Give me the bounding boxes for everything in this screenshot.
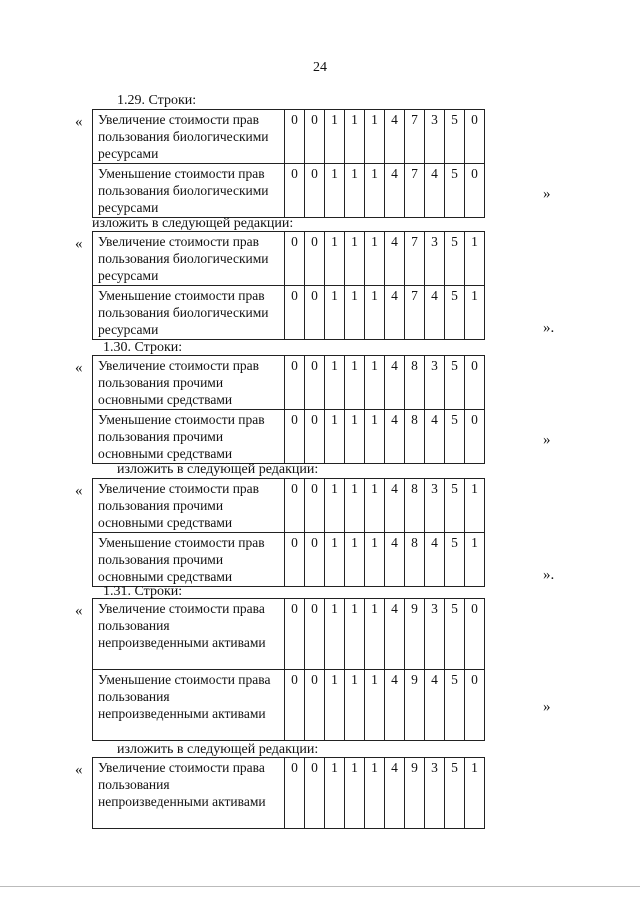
code-digit-cell: 8 bbox=[405, 479, 425, 533]
code-digit-cell: 0 bbox=[305, 758, 325, 829]
code-digit-cell: 1 bbox=[325, 670, 345, 741]
code-digit-cell: 0 bbox=[305, 110, 325, 164]
close-quote: ». bbox=[543, 567, 555, 583]
row-label: Увеличение стоимости права пользования непроизведенными активами bbox=[93, 599, 285, 670]
code-digit-cell: 3 bbox=[425, 599, 445, 670]
table-row bbox=[93, 599, 485, 670]
code-digit-cell: 1 bbox=[345, 533, 365, 587]
table-row bbox=[93, 533, 485, 587]
code-digit-cell: 0 bbox=[285, 670, 305, 741]
code-digit-cell: 0 bbox=[305, 232, 325, 286]
page-bottom-edge bbox=[0, 886, 640, 887]
code-digit-cell: 1 bbox=[325, 286, 345, 340]
code-digit-cell: 1 bbox=[345, 599, 365, 670]
code-digit-cell: 5 bbox=[445, 286, 465, 340]
code-digit-cell: 1 bbox=[465, 533, 485, 587]
code-digit-cell: 0 bbox=[305, 533, 325, 587]
code-digit-cell: 9 bbox=[405, 758, 425, 829]
code-digit-cell: 0 bbox=[285, 110, 305, 164]
code-table bbox=[92, 757, 485, 829]
code-digit-cell: 4 bbox=[385, 670, 405, 741]
amendment-heading: изложить в следующей редакции: bbox=[117, 462, 319, 477]
code-digit-cell: 0 bbox=[305, 479, 325, 533]
table-row bbox=[93, 232, 485, 286]
code-digit-cell: 1 bbox=[365, 286, 385, 340]
code-digit-cell: 1 bbox=[325, 599, 345, 670]
code-digit-cell: 5 bbox=[445, 599, 465, 670]
row-label: Уменьшение стоимости прав пользования прочими основными средствами bbox=[93, 533, 285, 587]
code-digit-cell: 1 bbox=[365, 670, 385, 741]
open-quote: « bbox=[75, 603, 83, 619]
table-row bbox=[93, 410, 485, 464]
code-digit-cell: 5 bbox=[445, 232, 465, 286]
code-digit-cell: 3 bbox=[425, 232, 445, 286]
code-table bbox=[92, 355, 485, 464]
open-quote: « bbox=[75, 762, 83, 778]
amendment-heading: изложить в следующей редакции: bbox=[92, 216, 294, 231]
code-digit-cell: 1 bbox=[345, 758, 365, 829]
code-digit-cell: 3 bbox=[425, 479, 445, 533]
close-quote: » bbox=[543, 186, 551, 202]
code-digit-cell: 1 bbox=[345, 286, 365, 340]
code-digit-cell: 1 bbox=[345, 110, 365, 164]
code-digit-cell: 5 bbox=[445, 479, 465, 533]
table-row bbox=[93, 110, 485, 164]
code-digit-cell: 1 bbox=[345, 479, 365, 533]
code-digit-cell: 4 bbox=[425, 670, 445, 741]
code-table bbox=[92, 109, 485, 218]
open-quote: « bbox=[75, 236, 83, 252]
code-digit-cell: 1 bbox=[465, 232, 485, 286]
code-digit-cell: 1 bbox=[365, 356, 385, 410]
code-digit-cell: 4 bbox=[385, 356, 405, 410]
code-digit-cell: 4 bbox=[425, 533, 445, 587]
code-digit-cell: 5 bbox=[445, 670, 465, 741]
code-digit-cell: 9 bbox=[405, 599, 425, 670]
code-digit-cell: 4 bbox=[425, 286, 445, 340]
code-digit-cell: 5 bbox=[445, 533, 465, 587]
code-digit-cell: 0 bbox=[285, 232, 305, 286]
code-digit-cell: 0 bbox=[285, 758, 305, 829]
code-digit-cell: 0 bbox=[285, 599, 305, 670]
row-label: Увеличение стоимости прав пользования биологическими ресурсами bbox=[93, 110, 285, 164]
code-digit-cell: 4 bbox=[385, 599, 405, 670]
code-digit-cell: 5 bbox=[445, 410, 465, 464]
code-digit-cell: 1 bbox=[365, 110, 385, 164]
code-digit-cell: 1 bbox=[365, 410, 385, 464]
code-digit-cell: 1 bbox=[465, 286, 485, 340]
code-digit-cell: 0 bbox=[305, 410, 325, 464]
section-heading: 1.30. Строки: bbox=[103, 340, 183, 355]
code-digit-cell: 5 bbox=[445, 758, 465, 829]
code-digit-cell: 4 bbox=[425, 410, 445, 464]
code-digit-cell: 1 bbox=[465, 479, 485, 533]
code-digit-cell: 1 bbox=[345, 410, 365, 464]
code-digit-cell: 0 bbox=[465, 356, 485, 410]
code-digit-cell: 1 bbox=[325, 110, 345, 164]
code-digit-cell: 0 bbox=[305, 286, 325, 340]
code-digit-cell: 1 bbox=[345, 232, 365, 286]
code-digit-cell: 9 bbox=[405, 670, 425, 741]
code-digit-cell: 1 bbox=[365, 232, 385, 286]
section-heading: 1.29. Строки: bbox=[117, 93, 197, 108]
code-digit-cell: 4 bbox=[385, 110, 405, 164]
row-label: Уменьшение стоимости прав пользования биологическими ресурсами bbox=[93, 164, 285, 218]
close-quote: » bbox=[543, 699, 551, 715]
code-digit-cell: 8 bbox=[405, 356, 425, 410]
table-row bbox=[93, 164, 485, 218]
code-digit-cell: 1 bbox=[465, 758, 485, 829]
code-digit-cell: 1 bbox=[325, 356, 345, 410]
code-digit-cell: 0 bbox=[465, 110, 485, 164]
page-number: 24 bbox=[313, 60, 327, 75]
code-digit-cell: 3 bbox=[425, 110, 445, 164]
code-digit-cell: 7 bbox=[405, 110, 425, 164]
code-digit-cell: 0 bbox=[465, 599, 485, 670]
code-digit-cell: 1 bbox=[345, 670, 365, 741]
code-digit-cell: 0 bbox=[285, 479, 305, 533]
code-digit-cell: 7 bbox=[405, 164, 425, 218]
code-digit-cell: 1 bbox=[325, 410, 345, 464]
code-digit-cell: 0 bbox=[305, 670, 325, 741]
code-digit-cell: 0 bbox=[465, 164, 485, 218]
code-digit-cell: 5 bbox=[445, 164, 465, 218]
code-table bbox=[92, 231, 485, 340]
row-label: Уменьшение стоимости прав пользования биологическими ресурсами bbox=[93, 286, 285, 340]
code-digit-cell: 1 bbox=[365, 533, 385, 587]
code-digit-cell: 7 bbox=[405, 286, 425, 340]
table-row bbox=[93, 356, 485, 410]
code-table bbox=[92, 598, 485, 741]
code-digit-cell: 4 bbox=[385, 286, 405, 340]
code-digit-cell: 1 bbox=[365, 599, 385, 670]
code-digit-cell: 4 bbox=[385, 533, 405, 587]
row-label: Увеличение стоимости прав пользования биологическими ресурсами bbox=[93, 232, 285, 286]
code-digit-cell: 0 bbox=[285, 533, 305, 587]
row-label: Увеличение стоимости прав пользования прочими основными средствами bbox=[93, 356, 285, 410]
code-digit-cell: 1 bbox=[325, 232, 345, 286]
code-digit-cell: 4 bbox=[425, 164, 445, 218]
code-digit-cell: 4 bbox=[385, 410, 405, 464]
table-row bbox=[93, 670, 485, 741]
code-digit-cell: 0 bbox=[465, 410, 485, 464]
code-digit-cell: 5 bbox=[445, 356, 465, 410]
open-quote: « bbox=[75, 483, 83, 499]
code-digit-cell: 0 bbox=[305, 356, 325, 410]
code-table bbox=[92, 478, 485, 587]
code-digit-cell: 1 bbox=[365, 758, 385, 829]
close-quote: ». bbox=[543, 320, 555, 336]
code-digit-cell: 8 bbox=[405, 410, 425, 464]
code-digit-cell: 4 bbox=[385, 232, 405, 286]
code-digit-cell: 0 bbox=[285, 286, 305, 340]
code-digit-cell: 1 bbox=[325, 164, 345, 218]
code-digit-cell: 1 bbox=[325, 533, 345, 587]
code-digit-cell: 4 bbox=[385, 758, 405, 829]
code-digit-cell: 4 bbox=[385, 164, 405, 218]
open-quote: « bbox=[75, 360, 83, 376]
code-digit-cell: 0 bbox=[285, 410, 305, 464]
code-digit-cell: 0 bbox=[285, 356, 305, 410]
code-digit-cell: 7 bbox=[405, 232, 425, 286]
close-quote: » bbox=[543, 432, 551, 448]
code-digit-cell: 0 bbox=[305, 164, 325, 218]
code-digit-cell: 3 bbox=[425, 758, 445, 829]
code-digit-cell: 0 bbox=[465, 670, 485, 741]
table-row bbox=[93, 479, 485, 533]
row-label: Увеличение стоимости прав пользования прочими основными средствами bbox=[93, 479, 285, 533]
code-digit-cell: 1 bbox=[345, 356, 365, 410]
table-row bbox=[93, 758, 485, 829]
code-digit-cell: 0 bbox=[285, 164, 305, 218]
table-row bbox=[93, 286, 485, 340]
code-digit-cell: 1 bbox=[345, 164, 365, 218]
row-label: Уменьшение стоимости прав пользования прочими основными средствами bbox=[93, 410, 285, 464]
code-digit-cell: 0 bbox=[305, 599, 325, 670]
code-digit-cell: 8 bbox=[405, 533, 425, 587]
code-digit-cell: 1 bbox=[325, 758, 345, 829]
code-digit-cell: 4 bbox=[385, 479, 405, 533]
row-label: Увеличение стоимости права пользования непроизведенными активами bbox=[93, 758, 285, 829]
code-digit-cell: 5 bbox=[445, 110, 465, 164]
open-quote: « bbox=[75, 114, 83, 130]
code-digit-cell: 1 bbox=[325, 479, 345, 533]
code-digit-cell: 3 bbox=[425, 356, 445, 410]
code-digit-cell: 1 bbox=[365, 164, 385, 218]
section-heading: 1.31. Строки: bbox=[103, 584, 183, 599]
row-label: Уменьшение стоимости права пользования непроизведенными активами bbox=[93, 670, 285, 741]
code-digit-cell: 1 bbox=[365, 479, 385, 533]
amendment-heading: изложить в следующей редакции: bbox=[117, 742, 319, 757]
